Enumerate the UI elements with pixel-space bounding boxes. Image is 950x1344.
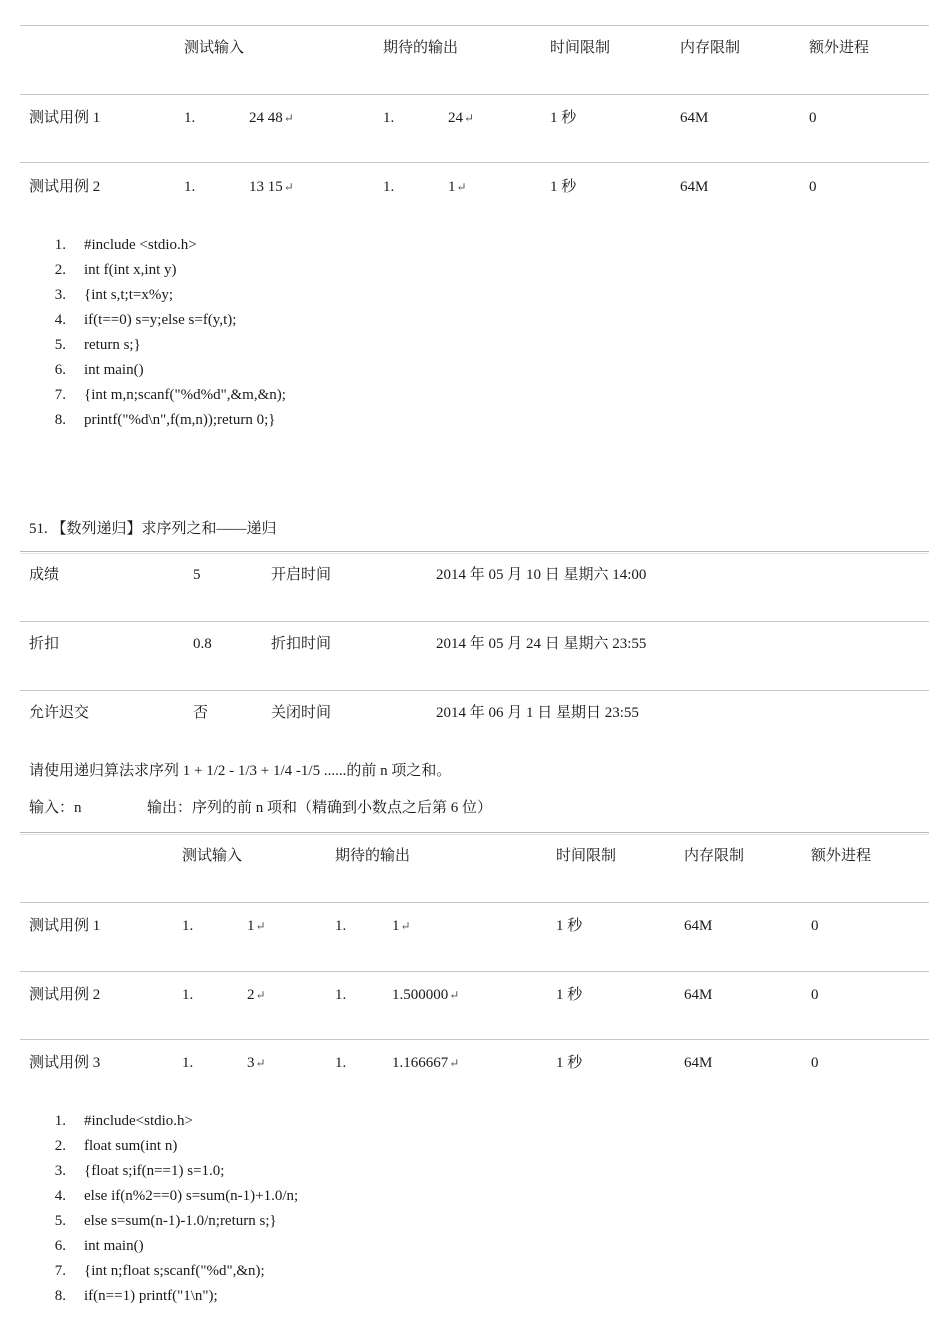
code-text: if(t==0) s=y;else s=f(y,t); <box>84 312 237 328</box>
table2-row1-output-value: 1↵ <box>392 918 411 934</box>
table2-row2-extra: 0 <box>811 987 819 1003</box>
table-rule <box>20 690 929 691</box>
table1-header-memory: 内存限制 <box>680 40 741 56</box>
table1-header-input: 测试输入 <box>184 40 245 56</box>
line-number: 7. <box>54 387 66 403</box>
code-line <box>52 412 652 430</box>
info-label-close-time: 关闭时间 <box>271 705 332 721</box>
info-value-score: 5 <box>193 567 201 583</box>
table2-row3-memory: 64M <box>684 1055 713 1071</box>
info-value-open-time: 2014 年 05 月 10 日 星期六 14:00 <box>436 567 647 583</box>
code-text: int main() <box>84 1238 144 1254</box>
table1-row2-memory: 64M <box>680 179 709 195</box>
return-mark-icon: ↵ <box>255 919 266 933</box>
line-number: 6. <box>54 362 66 378</box>
line-number: 8. <box>54 412 66 428</box>
code-line <box>52 1213 652 1231</box>
table2-row2-memory: 64M <box>684 987 713 1003</box>
return-mark-icon: ↵ <box>283 180 294 194</box>
table2-row1-extra: 0 <box>811 918 819 934</box>
code-text: {int n;float s;scanf("%d",&n); <box>84 1263 265 1279</box>
code-text: #include <stdio.h> <box>84 237 197 253</box>
info-label-score: 成绩 <box>29 567 60 583</box>
input-spec: 输入：n <box>29 800 82 816</box>
code-line <box>52 1113 652 1131</box>
table2-header-time: 时间限制 <box>556 848 617 864</box>
table2-row1-name: 测试用例 1 <box>29 918 101 934</box>
table2-row2-time: 1 秒 <box>556 987 583 1003</box>
table-rule <box>20 25 929 26</box>
code-line <box>52 362 652 380</box>
table1-row1-extra: 0 <box>809 110 817 126</box>
return-mark-icon: ↵ <box>255 1056 266 1070</box>
table2-row3-input-index: 1. <box>182 1055 194 1071</box>
table2-row2-input-value: 2↵ <box>247 987 266 1003</box>
code-line <box>52 337 652 355</box>
table2-row3-extra: 0 <box>811 1055 819 1071</box>
return-mark-icon: ↵ <box>449 1056 460 1070</box>
return-mark-icon: ↵ <box>449 988 460 1002</box>
table-rule <box>20 162 929 163</box>
code-line <box>52 262 652 280</box>
table1-row1-memory: 64M <box>680 110 709 126</box>
table-rule <box>20 621 929 622</box>
table2-row1-time: 1 秒 <box>556 918 583 934</box>
line-number: 5. <box>54 337 66 353</box>
return-mark-icon: ↵ <box>400 919 411 933</box>
table1-row1-input-index: 1. <box>184 110 196 126</box>
table2-header-input: 测试输入 <box>182 848 243 864</box>
line-number: 3. <box>54 287 66 303</box>
table1-row2-output-value: 1↵ <box>448 179 467 195</box>
line-number: 3. <box>54 1163 66 1179</box>
line-number: 2. <box>54 262 66 278</box>
table1-row1-output-index: 1. <box>383 110 395 126</box>
output-spec: 输出：序列的前 n 项和（精确到小数点之后第 6 位） <box>147 800 493 816</box>
table-rule <box>20 832 929 833</box>
table1-row1-time: 1 秒 <box>550 110 577 126</box>
code-text: float sum(int n) <box>84 1138 178 1154</box>
table2-row2-output-index: 1. <box>335 987 347 1003</box>
table1-row2-input-index: 1. <box>184 179 196 195</box>
table1-row2-extra: 0 <box>809 179 817 195</box>
return-mark-icon: ↵ <box>255 988 266 1002</box>
table1-row2-time: 1 秒 <box>550 179 577 195</box>
table-rule <box>20 1039 929 1040</box>
line-number: 2. <box>54 1138 66 1154</box>
table2-row3-input-value: 3↵ <box>247 1055 266 1071</box>
table1-row2-name: 测试用例 2 <box>29 179 101 195</box>
table2-row1-output-index: 1. <box>335 918 347 934</box>
table-rule <box>20 94 929 95</box>
info-value-late: 否 <box>193 705 209 721</box>
line-number: 4. <box>54 1188 66 1204</box>
table2-row3-time: 1 秒 <box>556 1055 583 1071</box>
table2-row2-output-value: 1.500000↵ <box>392 987 460 1003</box>
code-line <box>52 287 652 305</box>
code-text: {float s;if(n==1) s=1.0; <box>84 1163 225 1179</box>
code-line <box>52 1163 652 1181</box>
info-value-discount: 0.8 <box>193 636 212 652</box>
code-line <box>52 1238 652 1256</box>
info-label-discount-time: 折扣时间 <box>271 636 332 652</box>
code-line <box>52 237 652 255</box>
line-number: 8. <box>54 1288 66 1304</box>
code-text: printf("%d\n",f(m,n));return 0;} <box>84 412 276 428</box>
table-rule <box>20 971 929 972</box>
problem-title: 51. 【数列递归】求序列之和——递归 <box>29 521 277 537</box>
table2-row1-memory: 64M <box>684 918 713 934</box>
table2-row2-name: 测试用例 2 <box>29 987 101 1003</box>
table-rule <box>20 551 929 552</box>
line-number: 1. <box>54 237 66 253</box>
problem-description: 请使用递归算法求序列 1 + 1/2 - 1/3 + 1/4 -1/5 ......的前 n 项之和。 <box>29 763 452 779</box>
info-label-late: 允许迟交 <box>29 705 90 721</box>
table1-header-expected: 期待的输出 <box>383 40 459 56</box>
code-text: {int s,t;t=x%y; <box>84 287 173 303</box>
table1-row2-input-value: 13 15↵ <box>249 179 294 195</box>
table1-row2-output-index: 1. <box>383 179 395 195</box>
code-text: int f(int x,int y) <box>84 262 177 278</box>
code-line <box>52 387 652 405</box>
line-number: 6. <box>54 1238 66 1254</box>
info-value-close-time: 2014 年 06 月 1 日 星期日 23:55 <box>436 705 639 721</box>
info-value-discount-time: 2014 年 05 月 24 日 星期六 23:55 <box>436 636 647 652</box>
code-line <box>52 1288 652 1306</box>
table1-row1-name: 测试用例 1 <box>29 110 101 126</box>
return-mark-icon: ↵ <box>283 111 294 125</box>
info-label-open-time: 开启时间 <box>271 567 332 583</box>
table1-header-time: 时间限制 <box>550 40 611 56</box>
table1-row1-input-value: 24 48↵ <box>249 110 294 126</box>
table-rule <box>20 902 929 903</box>
code-text: else s=sum(n-1)-1.0/n;return s;} <box>84 1213 277 1229</box>
table2-header-expected: 期待的输出 <box>335 848 411 864</box>
return-mark-icon: ↵ <box>464 111 475 125</box>
table2-row2-input-index: 1. <box>182 987 194 1003</box>
code-text: int main() <box>84 362 144 378</box>
code-text: else if(n%2==0) s=sum(n-1)+1.0/n; <box>84 1188 299 1204</box>
table2-header-extra: 额外进程 <box>811 848 872 864</box>
code-line <box>52 312 652 330</box>
code-text: if(n==1) printf("1\n"); <box>84 1288 218 1304</box>
code-text: return s;} <box>84 337 141 353</box>
line-number: 5. <box>54 1213 66 1229</box>
return-mark-icon: ↵ <box>456 180 467 194</box>
table2-row3-name: 测试用例 3 <box>29 1055 101 1071</box>
table2-row1-input-index: 1. <box>182 918 194 934</box>
table1-header-extra: 额外进程 <box>809 40 870 56</box>
line-number: 7. <box>54 1263 66 1279</box>
table2-row3-output-value: 1.166667↵ <box>392 1055 460 1071</box>
table2-row1-input-value: 1↵ <box>247 918 266 934</box>
table2-row3-output-index: 1. <box>335 1055 347 1071</box>
code-text: {int m,n;scanf("%d%d",&m,&n); <box>84 387 286 403</box>
line-number: 4. <box>54 312 66 328</box>
code-line <box>52 1138 652 1156</box>
code-line <box>52 1188 652 1206</box>
info-label-discount: 折扣 <box>29 636 60 652</box>
code-line <box>52 1263 652 1281</box>
table1-row1-output-value: 24↵ <box>448 110 475 126</box>
code-text: #include<stdio.h> <box>84 1113 193 1129</box>
line-number: 1. <box>54 1113 66 1129</box>
table2-header-memory: 内存限制 <box>684 848 745 864</box>
